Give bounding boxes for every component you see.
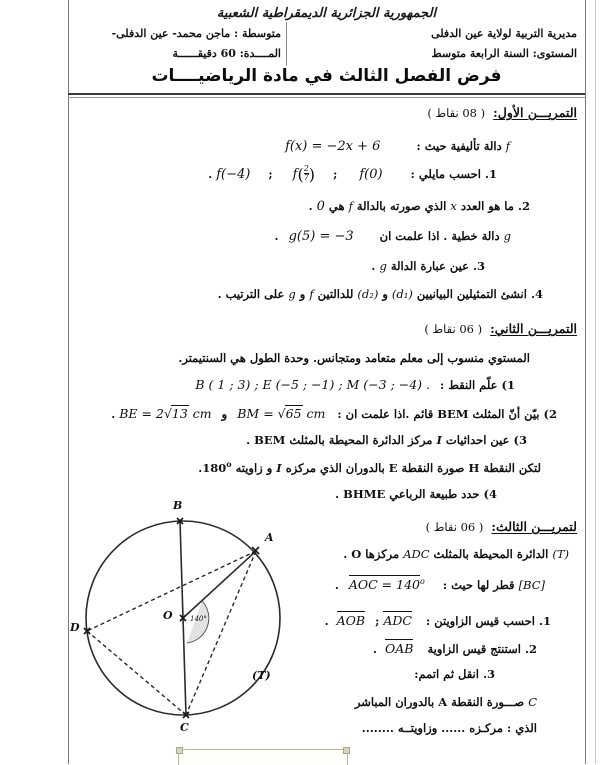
g-definition-text: دالة خطية . اذا علمت ان <box>379 229 500 243</box>
header-divider <box>286 22 287 66</box>
triangle-ADC: ADC <box>403 547 430 561</box>
e2-q1-text: علّم النقط : <box>440 378 498 392</box>
q3-function-g: g <box>379 259 387 273</box>
republic-heading: الجمهورية الجزائرية الديمقراطية الشعبية <box>216 6 437 21</box>
q3-number: 3. <box>472 259 485 273</box>
textbox-handle-left[interactable] <box>176 747 183 754</box>
header-left-block <box>76 24 281 64</box>
exercise-1-intro <box>285 139 510 154</box>
q4-text-c: على الترتيب . <box>217 287 285 301</box>
exercise-3-question-2 <box>373 639 537 656</box>
figure-label-A: A <box>265 531 274 544</box>
q4-conjunction: و <box>382 287 388 301</box>
e2-q4-number: 4) <box>483 487 497 501</box>
q4-function-g: g <box>288 287 296 301</box>
q2-text-a: ما هو العدد <box>460 199 514 213</box>
e3-intro-text-a: الدائرة المحيطة بالمثلث <box>433 547 549 561</box>
q4-line-d2: (d₂) <box>357 287 379 301</box>
circle-figure <box>70 499 305 743</box>
function-f-symbol: f <box>505 139 510 153</box>
education-directorate: مديرية التربية لولاية عين الدفلى <box>431 27 577 40</box>
e3-q3-text: انقل ثم اتمم: <box>414 667 479 681</box>
figure-angle-label: 140° <box>190 615 207 623</box>
exercise-3-points: ( 06 نقاط ) <box>425 520 484 534</box>
angle-OAB: OAB <box>385 641 414 656</box>
e3-q1-period: . <box>324 614 329 628</box>
q1-value-b: f( $\frac{2}{7}$ ) <box>292 163 316 184</box>
e3-intro-text-b: مركزها O . <box>343 547 400 561</box>
header-right-block <box>377 24 577 64</box>
exercise-1-heading <box>427 105 577 120</box>
q4-number: 4. <box>530 287 543 301</box>
q2-zero: 0 <box>316 199 325 214</box>
exercise-3-heading <box>426 519 577 534</box>
e2-rotation-text-2: و زاويته 180 <box>202 460 273 475</box>
e3-q2-period: . <box>372 642 377 656</box>
e2-q1-coordinates: B ( 1 ; 3) ; E (−5 ; −1) ; M (−3 ; −4) . <box>195 377 431 392</box>
page-title: فرض الفصل الثالث في مادة الرياضيــــات <box>151 66 502 86</box>
e2-degree-symbol: o <box>226 459 232 469</box>
textbox-handle-right[interactable] <box>343 747 350 754</box>
exercise-1-question-2 <box>309 199 530 214</box>
g-known-value: g(5) = −3 <box>288 229 354 244</box>
e3-q2-text: استنتج قيس الزاوية <box>427 642 521 656</box>
q2-function-f: f <box>348 199 353 213</box>
exercise-3-completion-line-2: الذي : مركـزه ...... وزاويتــه ........ <box>361 721 537 735</box>
exercise-2-intro: المستوي منسوب إلى معلم متعامد ومتجانس. وحدة الطول هي السنتيمتر. <box>178 351 530 365</box>
exercise-3-title: لتمريـــن الثالث: <box>491 519 577 534</box>
q2-text-c: هي <box>328 199 345 213</box>
exercise-2-points: ( 06 نقاط ) <box>424 322 483 336</box>
q4-conjunction-2: و <box>299 287 306 301</box>
header-rule-secondary <box>68 97 585 98</box>
angle-ADC: ADC <box>383 613 412 628</box>
q1-value-c: f(−4) <box>216 167 251 182</box>
q2-variable-x: x <box>450 199 457 213</box>
page-frame-right-border <box>585 0 586 764</box>
e2-q2-number: 2) <box>543 407 557 421</box>
e3-diameter-text: قطر لها حيث : <box>442 578 515 592</box>
school-name: متوسطة : ماجن محمد- عين الدفلى- <box>111 27 281 40</box>
e2-q4-text: حدد طبيعة الرباعي BHME . <box>335 487 480 501</box>
e3-q1-text: احسب قيس الزاويتن : <box>425 614 535 628</box>
q1-value-a: f(0) <box>359 167 383 182</box>
exam-duration: المــــدة: 60 دقيقــــــة <box>172 47 281 60</box>
segment-OA-line <box>183 551 256 618</box>
exercise-2-rotation-statement: لتكن النقطة H صورة النقطة E بالدوران الذي مركزه I و زاويته 180$^o$. <box>198 459 541 475</box>
e2-q2-and: و <box>221 407 228 421</box>
e3-completion-text-1: صـــورة النقطة A بالدوران المباشر <box>354 695 525 709</box>
q2-text-b: الذي صورته بالدالة <box>356 199 447 213</box>
point-C-label: C <box>528 695 537 709</box>
exercise-1-points: ( 08 نقاط ) <box>427 106 486 120</box>
exercise-2-question-4 <box>335 487 497 501</box>
exercise-3-diameter: [BC] قطر لها حيث : AOC = $140^o$ . <box>334 576 545 592</box>
header-rule <box>68 93 585 95</box>
figure-label-B: B <box>173 499 183 512</box>
e2-q3-point-I: I <box>436 433 442 447</box>
e3-q3-number: 3. <box>482 667 495 681</box>
exercise-3-question-3 <box>414 667 495 681</box>
e3-q1-number: 1. <box>538 614 551 628</box>
figure-label-T: (T) <box>252 669 271 682</box>
circle-T-symbol: (T) <box>552 547 569 561</box>
q4-text-b: للدالتين <box>317 287 354 301</box>
function-formula: f(x) = −2x + 6 <box>285 139 381 154</box>
e2-q3-text-b: مركز الدائرة المحيطة بالمثلث BEM . <box>246 433 433 447</box>
angle-AOC-value: AOC = $140^o$ <box>348 576 425 592</box>
e2-q3-number: 3) <box>513 433 527 447</box>
exercise-1-question-4 <box>218 287 543 301</box>
e3-q2-number: 2. <box>524 642 537 656</box>
page-frame-outer-border <box>595 0 596 764</box>
bottom-textbox-fragment <box>178 749 348 765</box>
exercise-2-heading <box>424 321 577 336</box>
q4-text-a: انشئ التمثيلين البيانيين <box>416 287 527 301</box>
exercise-1-question-1: 1. احسب مايلي : f(0) ; f( $\frac{2}{7}$ ) ; f(−4) . <box>208 163 497 184</box>
q4-function-f: f <box>309 287 314 301</box>
e2-rotation-text: لتكن النقطة H صورة النقطة E بالدوران الذي مركزه <box>285 460 541 475</box>
exercise-2-question-1 <box>195 377 515 392</box>
exercise-2-question-3 <box>246 433 527 447</box>
e2-q2-text: بيّن أنّ المثلث BEM قائم .اذا علمت ان : <box>337 407 540 421</box>
exercise-1-intro-text: دالة تأليفية حيث : <box>416 139 502 153</box>
function-g-symbol: g <box>503 229 511 243</box>
segment-BC: [BC] <box>518 578 545 592</box>
exercise-1-g-definition: g دالة خطية . اذا علمت ان g(5) = −3 . <box>274 229 511 244</box>
e2-rotation-center-I: I <box>276 460 282 475</box>
exercise-2-question-2: 2) بيّن أنّ المثلث BEM قائم .اذا علمت ان : BM = √65 cm و BE = 2√13 cm . <box>111 406 557 421</box>
q3-text: عين عبارة الدالة <box>390 259 469 273</box>
exercise-1-title: التمريـــن الأول: <box>493 105 577 120</box>
exercise-2-title: التمريـــن الثاني: <box>490 321 577 336</box>
q1-text: احسب مايلي : <box>410 167 481 181</box>
exercise-3-question-1 <box>325 611 551 628</box>
e2-q3-text-a: عين احداثيات <box>445 433 510 447</box>
exam-body <box>68 99 585 764</box>
q1-number: 1. <box>484 167 497 181</box>
school-level: المستوى: السنة الرابعة متوسط <box>431 47 577 60</box>
exercise-3-intro <box>343 547 569 561</box>
q2-period: . <box>308 199 313 213</box>
e3-q1-separator: ; <box>375 614 380 628</box>
exercise-1-question-3: 3. عين عبارة الدالة g . <box>371 259 485 273</box>
e2-q1-number: 1) <box>501 378 515 392</box>
figure-label-O: O <box>163 609 173 622</box>
q2-number: 2. <box>517 199 530 213</box>
exercise-3-completion-line-1 <box>355 695 537 709</box>
figure-label-C: C <box>180 721 189 734</box>
angle-AOB: AOB <box>336 613 366 628</box>
e2-q2-bm: BM = √65 cm <box>237 406 326 421</box>
e2-q2-be: BE = 2√13 cm <box>119 406 212 421</box>
q4-line-d1: (d₁) <box>391 287 413 301</box>
document-header <box>68 0 585 99</box>
figure-label-D: D <box>70 621 80 634</box>
